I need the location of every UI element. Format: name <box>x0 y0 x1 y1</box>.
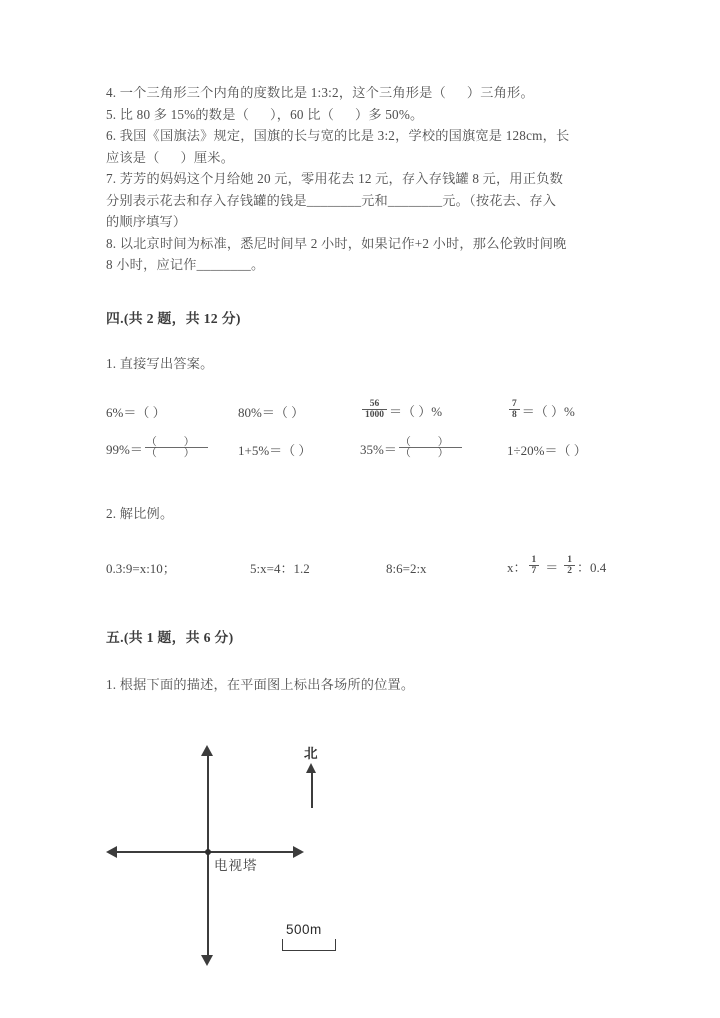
fraction-56-1000 <box>362 399 387 420</box>
expr-tail: ＝（ ）% <box>389 403 443 419</box>
fraction-numerator: 56 <box>369 398 380 409</box>
proportion-2: 5:x=4：1.2 <box>250 560 310 576</box>
arrow-up-icon <box>201 745 213 756</box>
fraction-1-7 <box>529 555 540 576</box>
question-6-line1: 6. 我国《国旗法》规定，国旗的长与宽的比是 3:2，学校的国旗宽是 128cm，长 <box>106 128 570 143</box>
question-6-line2: 应该是（ ）厘米。 <box>106 149 235 165</box>
tv-tower-label: 电视塔 <box>214 858 258 873</box>
fraction-denominator: （ ） <box>399 446 461 459</box>
scale-bar-indicator <box>282 922 336 951</box>
proportion-4 <box>507 556 606 577</box>
expr-1-plus-5-percent: 1+5%＝（ ） <box>238 442 312 458</box>
paren-fraction-35 <box>399 437 462 458</box>
fraction-numerator: （ ） <box>145 435 207 448</box>
section-four-q2-label: 2. 解比例。 <box>106 505 174 521</box>
worksheet-content <box>106 82 622 937</box>
vertical-axis-line <box>207 752 209 957</box>
fraction-denominator: 7 <box>529 565 540 576</box>
question-8-line2: 8 小时，应记作________。 <box>106 257 265 272</box>
question-7-line2: 分别表示花去和存入存钱罐的钱是________元和________元。（按花去、存入 <box>106 192 557 208</box>
fraction-7-8 <box>509 399 520 420</box>
arrow-left-icon <box>106 846 117 858</box>
expr-7-over-8 <box>507 400 575 421</box>
fraction-numerator: 1 <box>567 554 573 565</box>
answer-row-2 <box>106 435 622 459</box>
expr-56-over-1000 <box>360 400 507 421</box>
expr-lead: x： <box>507 559 527 575</box>
section-four-heading: 四.(共 2 题，共 12 分) <box>106 310 241 326</box>
expr-80-percent: 80%＝（ ） <box>238 404 305 420</box>
expr-35-percent <box>360 435 507 459</box>
fraction-numerator: 7 <box>512 398 517 409</box>
section-four-q1-label: 1. 直接写出答案。 <box>106 355 214 371</box>
fraction-denominator: 2 <box>564 565 575 576</box>
proportion-row <box>106 556 622 577</box>
fraction-denominator: （ ） <box>145 446 207 459</box>
arrow-right-icon <box>293 846 304 858</box>
fraction-denominator: 1000 <box>362 409 387 420</box>
question-7-line1: 7. 芳芳的妈妈这个月给她 20 元，零用花去 12 元，存入存钱罐 8 元，用正负数 <box>106 171 563 186</box>
fraction-numerator: 1 <box>531 554 537 565</box>
fraction-numerator: （ ） <box>399 435 461 448</box>
scale-bar-bracket <box>282 939 336 951</box>
fill-in-blank-section <box>106 82 622 276</box>
north-label: 北 <box>304 746 318 761</box>
equals-sign: ＝ <box>545 559 559 575</box>
location-map-diagram <box>106 642 622 942</box>
proportion-1: 0.3:9=x:10； <box>106 560 176 576</box>
expr-6-percent: 6%＝（ ） <box>106 404 166 420</box>
question-7-line3: 的顺序填写） <box>106 214 187 229</box>
section-five-q1-label: 1. 根据下面的描述，在平面图上标出各场所的位置。 <box>106 676 415 692</box>
section-five-heading: 五.(共 1 题，共 6 分) <box>106 629 234 645</box>
expr-99-percent <box>106 435 238 459</box>
question-8-line1: 8. 以北京时间为标准，悉尼时间早 2 小时，如果记作+2 小时，那么伦敦时间晚 <box>106 235 567 251</box>
answer-row-1 <box>106 400 622 421</box>
fraction-denominator: 8 <box>509 409 520 420</box>
fraction-1-2 <box>564 555 575 576</box>
north-arrow-stem <box>311 772 313 808</box>
expr-lead: 99%＝ <box>106 441 143 457</box>
question-5: 5. 比 80 多 15%的数是（ ），60 比（ ）多 50%。 <box>106 106 424 122</box>
arrow-down-icon <box>201 955 213 966</box>
expr-tail: ：0.4 <box>577 559 607 575</box>
scale-label: 500m <box>286 922 322 937</box>
origin-point-marker <box>205 849 211 855</box>
expr-tail: ＝（ ）% <box>521 403 575 419</box>
expr-lead: 35%＝ <box>360 441 397 457</box>
proportion-3: 8:6=2:x <box>386 560 427 576</box>
expr-1-div-20-percent: 1÷20%＝（ ） <box>507 442 587 458</box>
paren-fraction-99 <box>145 437 208 458</box>
section-four <box>106 307 622 577</box>
question-4: 4. 一个三角形三个内角的度数比是 1:3:2，这个三角形是（ ）三角形。 <box>106 85 534 100</box>
